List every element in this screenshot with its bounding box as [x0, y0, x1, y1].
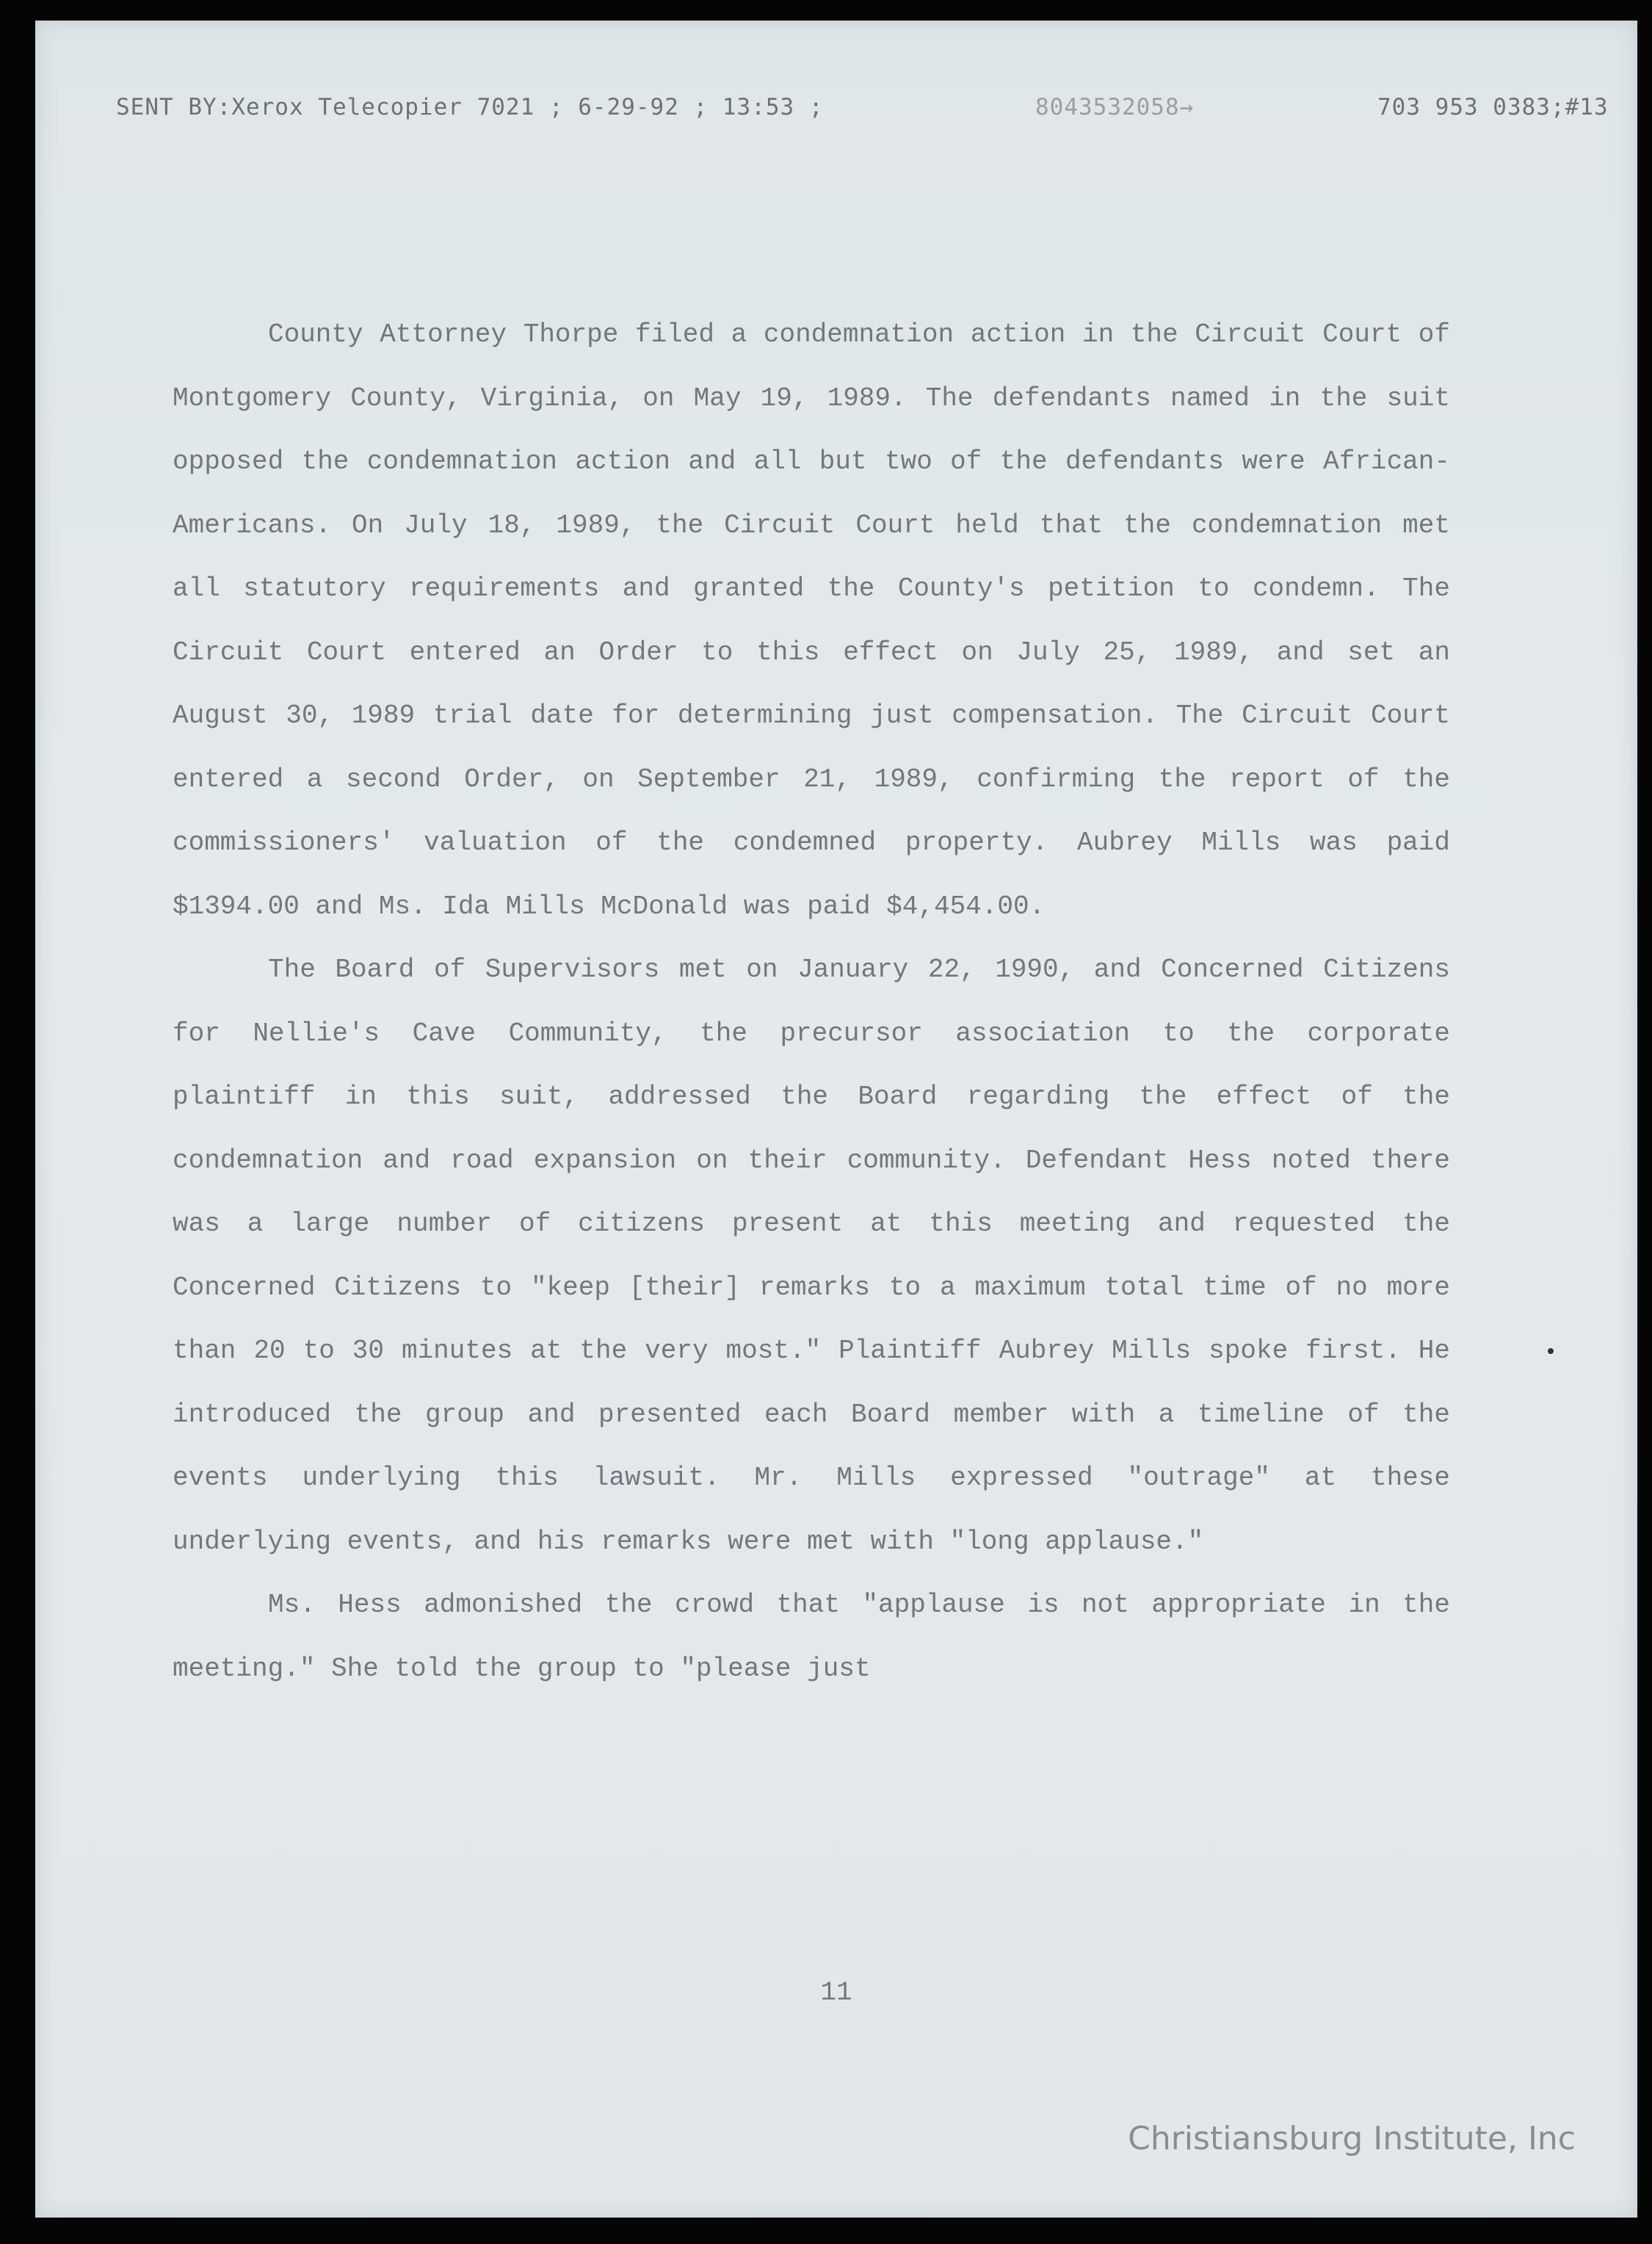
document-body	[173, 303, 1450, 1701]
stray-mark	[1548, 1348, 1554, 1354]
fax-transmission-header	[116, 94, 1609, 138]
watermark: Christiansburg Institute, Inc	[1128, 2120, 1576, 2157]
fax-destination-number: 703 953 0383;#13	[1377, 94, 1609, 120]
fax-sender-line: SENT BY:Xerox Telecopier 7021 ; 6-29-92 ; 13:53 ;	[116, 94, 824, 120]
paragraph-board-meeting: The Board of Supervisors met on January 22, 1990, and Concerned Citizens for Nellie's Cave Community, the precursor association to the corporate plaintiff in this suit, addressed the Board regarding the effect of the condemnation and road expansion on their community. Defendant Hess noted there was a large number of citizens present at this meeting and requested the Concerned Citizens to "keep [their] remarks to a maximum total time of no more than 20 to 30 minutes at the very most." Plaintiff Aubrey Mills spoke first. He introduced the group and presented each Board member with a timeline of the events underlying this lawsuit. Mr. Mills expressed "outrage" at these underlying events, and his remarks were met with "long applause."	[173, 955, 1450, 1557]
paragraph-condemnation-action: County Attorney Thorpe filed a condemnation action in the Circuit Court of Montgomery County, Virginia, on May 19, 1989. The defendants named in the suit opposed the condemnation action and all but two of the defendants were African-Americans. On July 18, 1989, the Circuit Court held that the condemnation met all statutory requirements and granted the County's petition to condemn. The Circuit Court entered an Order to this effect on July 25, 1989, and set an August 30, 1989 trial date for determining just compensation. The Circuit Court entered a second Order, on September 21, 1989, confirming the report of the commissioners' valuation of the condemned property. Aubrey Mills was paid $1394.00 and Ms. Ida Mills McDonald was paid $4,454.00.	[173, 319, 1450, 922]
page-number: 11	[820, 1977, 852, 2008]
paragraph-hess-admonition: Ms. Hess admonished the crowd that "applause is not appropriate in the meeting." She told the group to "please just	[173, 1590, 1450, 1684]
document-page	[35, 21, 1637, 2218]
fax-origin-number: 8043532058→	[1035, 94, 1195, 120]
